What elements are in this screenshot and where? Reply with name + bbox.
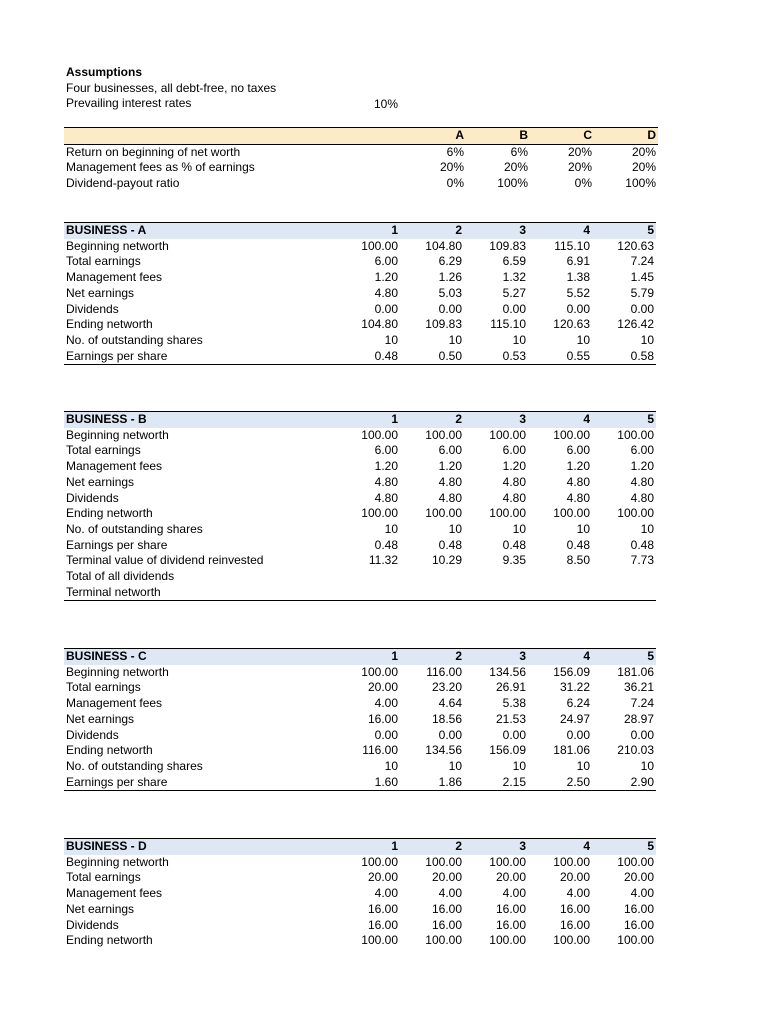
row-label: Management fees [66, 270, 163, 285]
row-label: Beginning networth [66, 854, 169, 869]
table-cell: 10 [640, 758, 654, 773]
table-row [64, 428, 656, 444]
business-header-row [64, 223, 656, 239]
row-label: Net earnings [66, 285, 135, 300]
table-cell: 0.48 [438, 537, 462, 552]
table-cell: 0.00 [566, 301, 590, 316]
table-cell: 0.00 [502, 727, 526, 742]
table-row [64, 270, 656, 286]
table-cell: 20.00 [495, 870, 526, 885]
table-cell: 6.00 [374, 254, 398, 269]
table-cell: 126.42 [617, 317, 654, 332]
table-cell [400, 585, 464, 601]
table-cell: 11.32 [368, 553, 398, 568]
table-row [64, 553, 656, 569]
table-cell: 4.00 [566, 886, 590, 901]
row-label: Terminal networth [64, 585, 336, 601]
header-cell: 4 [528, 649, 592, 665]
header-cell: 1 [336, 412, 400, 428]
table-cell: 109.83 [489, 238, 526, 253]
table-row [64, 333, 656, 349]
header-cell: 3 [464, 839, 528, 855]
header-cell: 5 [592, 649, 656, 665]
table-row [64, 665, 656, 681]
table-cell: 6.59 [502, 254, 526, 269]
table-cell: 100.00 [425, 427, 462, 442]
table-cell: 10 [384, 758, 398, 773]
table-cell: 100.00 [361, 854, 398, 869]
row-label: No. of outstanding shares [66, 332, 203, 347]
table-cell: 24.97 [559, 711, 590, 726]
table-cell: 16.00 [431, 901, 462, 916]
table-row [64, 696, 656, 712]
table-cell: 16.00 [495, 901, 526, 916]
table-cell: 100.00 [617, 933, 654, 948]
table-cell: 1.20 [438, 459, 462, 474]
row-label: Total earnings [66, 254, 141, 269]
table-cell: 1.38 [566, 270, 590, 285]
table-cell: 21.53 [495, 711, 526, 726]
table-cell: 156.09 [489, 743, 526, 758]
table-cell: 10 [576, 332, 590, 347]
table-row [64, 239, 656, 255]
table-cell: 100.00 [489, 427, 526, 442]
table-cell: 20.00 [623, 870, 654, 885]
header-cell: 3 [464, 412, 528, 428]
table-cell: 181.06 [617, 664, 654, 679]
table-cell: 100.00 [425, 854, 462, 869]
table-cell: 0.00 [566, 727, 590, 742]
header-cell: 1 [336, 649, 400, 665]
business-title: BUSINESS - C [64, 649, 336, 665]
row-label: Dividends [66, 727, 119, 742]
table-cell: 10 [576, 758, 590, 773]
table-cell: 4.80 [438, 474, 462, 489]
table-cell: 100.00 [553, 933, 590, 948]
business-header-row [64, 839, 656, 855]
table-cell: 0% [574, 176, 592, 191]
table-cell: 6.91 [566, 254, 590, 269]
table-cell: 0% [446, 176, 464, 191]
table-cell [592, 585, 656, 601]
business-title: BUSINESS - A [64, 223, 336, 239]
table-row [64, 585, 656, 601]
table-cell: 6.00 [630, 443, 654, 458]
table-cell [528, 569, 592, 585]
table-cell: 0.00 [630, 301, 654, 316]
table-cell: 6.00 [374, 443, 398, 458]
table-cell: 210.03 [617, 743, 654, 758]
row-label: Management fees [66, 696, 163, 711]
table-cell: 16.00 [367, 917, 398, 932]
table-cell: 10 [640, 521, 654, 536]
row-label: Net earnings [66, 901, 135, 916]
table-row [64, 176, 658, 192]
table-cell: 104.80 [425, 238, 462, 253]
interest-rate-label: Prevailing interest rates [66, 96, 192, 110]
header-cell: 2 [400, 839, 464, 855]
table-row [64, 317, 656, 333]
table-cell: 115.10 [490, 317, 526, 332]
table-cell: 10.29 [431, 553, 462, 568]
table-cell: 20.00 [367, 870, 398, 885]
table-cell: 104.80 [361, 317, 398, 332]
row-label: Earnings per share [64, 775, 336, 791]
header-cell: 5 [592, 412, 656, 428]
table-cell: 4.80 [374, 285, 398, 300]
table-cell: 100.00 [361, 427, 398, 442]
table-row [64, 680, 656, 696]
row-label: Total earnings [66, 443, 141, 458]
table-cell: 100.00 [617, 854, 654, 869]
business-header-row [64, 649, 656, 665]
table-row [64, 459, 656, 475]
assumptions-table [64, 127, 658, 192]
table-cell: 100.00 [553, 427, 590, 442]
table-cell: 0.48 [374, 537, 398, 552]
table-cell: 6.24 [566, 696, 590, 711]
table-cell: 6.00 [502, 443, 526, 458]
row-label: Dividend-payout ratio [66, 176, 180, 191]
table-row [64, 933, 656, 949]
table-row [64, 254, 656, 270]
table-cell [528, 585, 592, 601]
table-cell: 20% [567, 160, 592, 175]
table-cell: 1.60 [336, 775, 400, 791]
row-label: Management fees [66, 459, 163, 474]
table-cell: 1.86 [400, 775, 464, 791]
assumptions-header-row [64, 128, 658, 145]
table-cell: 100.00 [553, 506, 590, 521]
table-row [64, 743, 656, 759]
table-cell: 10 [448, 332, 462, 347]
row-label: Beginning networth [66, 664, 169, 679]
table-cell: 16.00 [367, 901, 398, 916]
table-row [64, 144, 658, 160]
table-cell: 109.83 [425, 317, 462, 332]
header-cell: 2 [400, 223, 464, 239]
table-row [64, 491, 656, 507]
table-cell: 4.00 [374, 696, 398, 711]
table-cell: 10 [448, 521, 462, 536]
row-label: Management fees as % of earnings [66, 160, 255, 175]
table-cell: 10 [640, 332, 654, 347]
table-cell: 16.00 [559, 901, 590, 916]
table-cell: 16.00 [367, 711, 398, 726]
table-cell: 20.00 [367, 680, 398, 695]
row-label: No. of outstanding shares [66, 521, 203, 536]
table-row [64, 569, 656, 585]
table-row [64, 286, 656, 302]
table-cell: 5.52 [566, 285, 590, 300]
header-cell: 4 [528, 223, 592, 239]
table-cell: 0.50 [400, 349, 464, 365]
table-cell: 0.55 [528, 349, 592, 365]
table-cell: 2.90 [592, 775, 656, 791]
row-label: Ending networth [66, 317, 153, 332]
row-label: Earnings per share [66, 537, 168, 552]
table-row [64, 443, 656, 459]
table-cell: 0.00 [502, 301, 526, 316]
table-cell: 100.00 [361, 238, 398, 253]
table-cell: 20% [439, 160, 464, 175]
header-cell: D [594, 128, 658, 145]
table-cell: 20% [631, 160, 656, 175]
table-cell: 4.80 [374, 474, 398, 489]
table-cell: 100% [625, 176, 656, 191]
table-cell: 4.80 [502, 490, 526, 505]
row-label: Terminal value of dividend reinvested [66, 553, 264, 568]
table-cell: 120.63 [617, 238, 654, 253]
table-cell: 6.00 [438, 443, 462, 458]
table-cell: 7.24 [630, 254, 654, 269]
row-label: Beginning networth [66, 238, 169, 253]
table-cell: 5.27 [502, 285, 526, 300]
header-cell: C [530, 128, 594, 145]
table-cell: 16.00 [623, 917, 654, 932]
table-row [64, 775, 656, 791]
header-cell: 2 [400, 412, 464, 428]
business-title: BUSINESS - B [64, 412, 336, 428]
business-title: BUSINESS - D [64, 839, 336, 855]
table-cell: 100.00 [425, 506, 462, 521]
table-row [64, 506, 656, 522]
table-cell [464, 585, 528, 601]
row-label: Total earnings [66, 680, 141, 695]
table-row [64, 918, 656, 934]
table-cell: 5.38 [502, 696, 526, 711]
header-cell: 4 [528, 412, 592, 428]
table-cell: 1.20 [374, 270, 398, 285]
table-cell: 4.64 [438, 696, 462, 711]
table-cell: 1.20 [502, 459, 526, 474]
table-cell: 1.32 [502, 270, 526, 285]
table-row [64, 349, 656, 365]
table-cell: 9.35 [502, 553, 526, 568]
table-cell: 1.26 [438, 270, 462, 285]
table-cell: 4.80 [502, 474, 526, 489]
table-cell: 10 [512, 521, 526, 536]
table-cell: 0.48 [336, 349, 400, 365]
table-cell: 0.00 [374, 727, 398, 742]
table-cell: 0.48 [566, 537, 590, 552]
table-cell: 6.00 [566, 443, 590, 458]
row-label: Total earnings [66, 870, 141, 885]
table-cell: 4.00 [374, 886, 398, 901]
table-cell: 1.20 [374, 459, 398, 474]
table-cell: 23.20 [431, 680, 462, 695]
table-cell: 1.20 [566, 459, 590, 474]
table-cell: 6% [446, 144, 464, 159]
header-cell: B [466, 128, 530, 145]
table-cell: 100.00 [489, 854, 526, 869]
row-label: Earnings per share [64, 349, 336, 365]
assumptions-description: Four businesses, all debt-free, no taxes [66, 81, 277, 95]
business-d-table [64, 838, 656, 949]
table-cell [336, 569, 400, 585]
table-row [64, 855, 656, 871]
table-cell: 0.48 [630, 537, 654, 552]
table-cell: 181.06 [553, 743, 590, 758]
table-cell: 7.73 [630, 553, 654, 568]
table-cell: 5.79 [630, 285, 654, 300]
table-row [64, 728, 656, 744]
table-cell: 0.00 [630, 727, 654, 742]
header-cell: 4 [528, 839, 592, 855]
interest-rate-value: 10% [374, 97, 399, 111]
table-row [64, 886, 656, 902]
table-cell: 20% [567, 144, 592, 159]
table-row [64, 870, 656, 886]
row-label: No. of outstanding shares [66, 758, 203, 773]
table-row [64, 712, 656, 728]
table-cell: 134.56 [425, 743, 462, 758]
table-cell: 115.10 [554, 238, 590, 253]
table-row [64, 759, 656, 775]
table-cell: 10 [384, 521, 398, 536]
table-cell: 18.56 [431, 711, 462, 726]
table-cell: 36.21 [623, 680, 654, 695]
row-label: Ending networth [66, 933, 153, 948]
table-cell: 16.00 [623, 901, 654, 916]
row-label: Dividends [66, 301, 119, 316]
table-cell: 0.00 [374, 301, 398, 316]
table-cell: 4.80 [566, 474, 590, 489]
table-cell: 10 [448, 758, 462, 773]
table-cell: 100% [497, 176, 528, 191]
table-cell: 8.50 [566, 553, 590, 568]
row-label: Beginning networth [66, 427, 169, 442]
table-row [64, 522, 656, 538]
table-cell: 0.00 [438, 301, 462, 316]
header-cell: 3 [464, 649, 528, 665]
table-cell [400, 569, 464, 585]
table-cell: 4.80 [566, 490, 590, 505]
row-label: Dividends [66, 490, 119, 505]
table-cell: 6% [510, 144, 528, 159]
table-cell: 100.00 [425, 933, 462, 948]
table-cell: 20.00 [431, 870, 462, 885]
table-cell: 0.48 [502, 537, 526, 552]
table-cell: 31.22 [559, 680, 590, 695]
table-cell: 100.00 [553, 854, 590, 869]
business-a-table [64, 222, 656, 365]
table-cell [464, 569, 528, 585]
table-cell: 10 [384, 332, 398, 347]
assumptions-title: Assumptions [66, 65, 143, 79]
table-cell: 0.00 [438, 727, 462, 742]
table-cell: 20.00 [559, 870, 590, 885]
row-label: Return on beginning of net worth [66, 144, 241, 159]
row-label: Total of all dividends [66, 569, 175, 584]
table-cell: 4.80 [630, 490, 654, 505]
table-cell: 10 [512, 332, 526, 347]
table-row [64, 160, 658, 176]
header-cell: 1 [336, 223, 400, 239]
table-row [64, 302, 656, 318]
table-cell: 28.97 [623, 711, 654, 726]
table-cell: 16.00 [495, 917, 526, 932]
row-label: Net earnings [66, 474, 135, 489]
header-cell: A [402, 128, 466, 145]
row-label: Net earnings [66, 711, 135, 726]
table-cell: 4.80 [630, 474, 654, 489]
table-cell: 100.00 [361, 506, 398, 521]
table-cell: 6.29 [438, 254, 462, 269]
table-cell: 1.20 [630, 459, 654, 474]
table-cell: 16.00 [431, 917, 462, 932]
table-cell: 10 [576, 521, 590, 536]
header-cell: 5 [592, 839, 656, 855]
table-cell: 100.00 [361, 664, 398, 679]
table-cell: 2.15 [464, 775, 528, 791]
header-cell [64, 128, 402, 145]
header-cell: 5 [592, 223, 656, 239]
table-cell: 10 [512, 758, 526, 773]
table-cell: 4.00 [438, 886, 462, 901]
table-cell: 5.03 [438, 285, 462, 300]
table-cell: 120.63 [553, 317, 590, 332]
table-row [64, 902, 656, 918]
header-cell: 3 [464, 223, 528, 239]
table-cell: 4.00 [630, 886, 654, 901]
table-row [64, 538, 656, 554]
row-label: Management fees [66, 886, 163, 901]
table-cell [592, 569, 656, 585]
table-cell: 0.53 [464, 349, 528, 365]
row-label: Dividends [66, 917, 119, 932]
table-cell: 4.80 [438, 490, 462, 505]
business-header-row [64, 412, 656, 428]
header-cell: 2 [400, 649, 464, 665]
table-cell: 1.45 [630, 270, 654, 285]
table-cell: 100.00 [361, 933, 398, 948]
table-cell: 7.24 [630, 696, 654, 711]
table-cell [336, 585, 400, 601]
table-cell: 100.00 [489, 933, 526, 948]
business-c-table [64, 648, 656, 791]
table-cell: 156.09 [553, 664, 590, 679]
table-cell: 2.50 [528, 775, 592, 791]
table-cell: 116.00 [362, 743, 398, 758]
table-cell: 20% [503, 160, 528, 175]
table-cell: 20% [631, 144, 656, 159]
table-cell: 100.00 [617, 506, 654, 521]
table-cell: 134.56 [489, 664, 526, 679]
table-cell: 4.00 [502, 886, 526, 901]
row-label: Ending networth [66, 743, 153, 758]
table-cell: 0.58 [592, 349, 656, 365]
table-cell: 100.00 [489, 506, 526, 521]
table-cell: 16.00 [559, 917, 590, 932]
row-label: Ending networth [66, 506, 153, 521]
table-cell: 4.80 [374, 490, 398, 505]
table-cell: 116.00 [426, 664, 462, 679]
header-cell: 1 [336, 839, 400, 855]
business-b-table [64, 411, 656, 601]
table-row [64, 475, 656, 491]
table-cell: 100.00 [617, 427, 654, 442]
table-cell: 26.91 [495, 680, 526, 695]
